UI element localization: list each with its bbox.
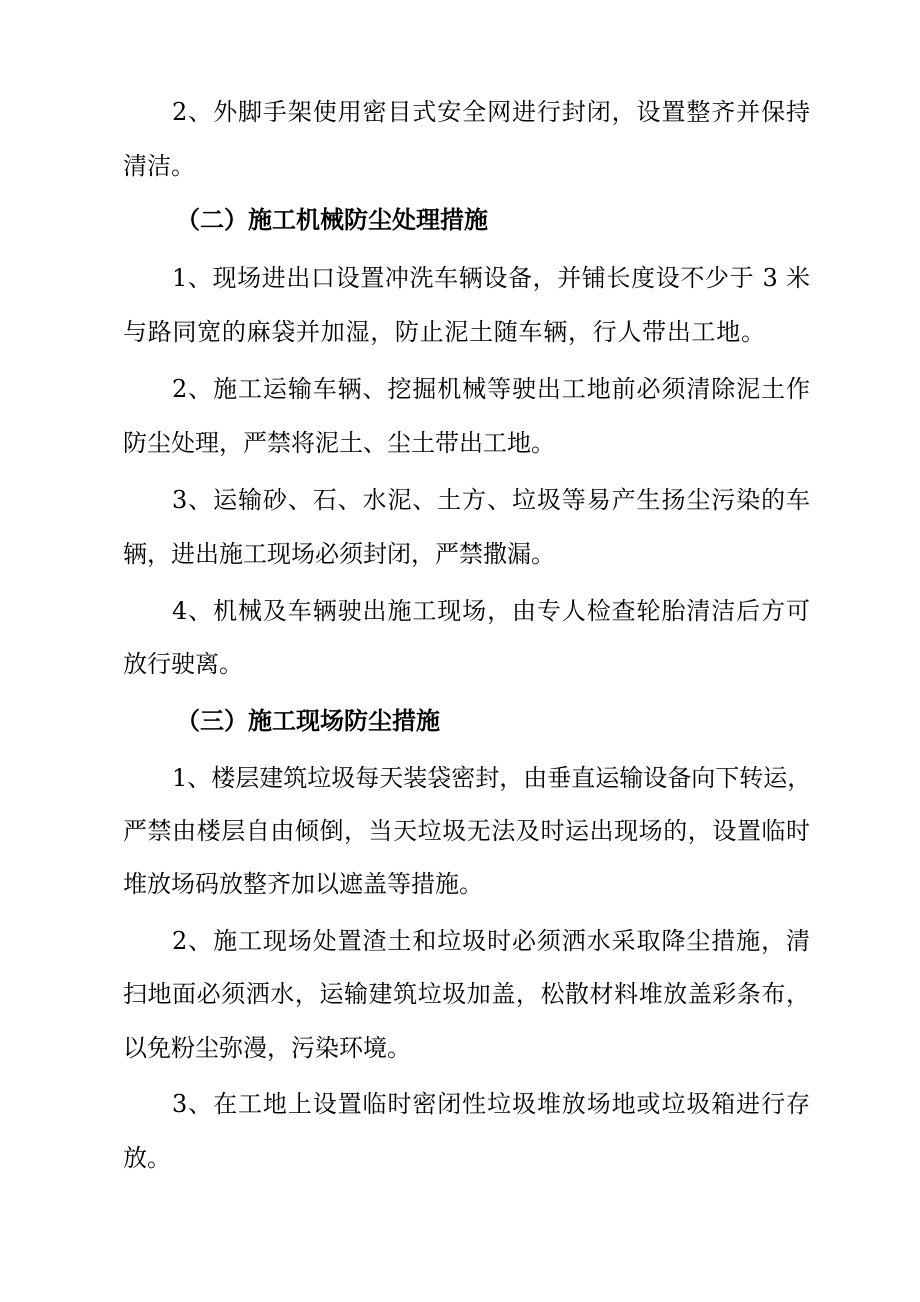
paragraph-line: 辆，进出施工现场必须封闭，严禁撒漏。 xyxy=(123,540,555,568)
paragraph-line: 4、机械及车辆驶出施工现场，由专人检查轮胎清洁后方可 xyxy=(172,597,810,625)
paragraph-line: 3、运输砂、石、水泥、土方、垃圾等易产生扬尘污染的车 xyxy=(172,486,810,514)
section-heading: （三）施工现场防尘措施 xyxy=(176,706,440,735)
paragraph-line: 2、施工现场处置渣土和垃圾时必须洒水采取降尘措施，清 xyxy=(172,927,810,955)
paragraph-line: 放行驶离。 xyxy=(123,650,243,678)
section-heading: （二）施工机械防尘处理措施 xyxy=(176,205,488,234)
paragraph-line: 2、外脚手架使用密目式安全网进行封闭，设置整齐并保持 xyxy=(172,98,810,126)
paragraph-line: 扫地面必须洒水，运输建筑垃圾加盖，松散材料堆放盖彩条布， xyxy=(123,980,810,1008)
paragraph-line: 防尘处理，严禁将泥土、尘土带出工地。 xyxy=(123,429,555,457)
paragraph-line: 严禁由楼层自由倾倒，当天垃圾无法及时运出现场的，设置临时 xyxy=(123,817,810,845)
paragraph-line: 清洁。 xyxy=(123,152,195,180)
paragraph-line: 以免粉尘弥漫，污染环境。 xyxy=(123,1034,411,1062)
paragraph-line: 与路同宽的麻袋并加湿，防止泥土随车辆，行人带出工地。 xyxy=(123,318,765,346)
paragraph-line: 放。 xyxy=(123,1144,171,1172)
paragraph-line: 3、在工地上设置临时密闭性垃圾堆放场地或垃圾箱进行存 xyxy=(172,1090,810,1118)
paragraph-line: 1、楼层建筑垃圾每天装袋密封，由垂直运输设备向下转运， xyxy=(172,764,812,792)
paragraph-line: 1、现场进出口设置冲洗车辆设备，并铺长度设不少于 3 米 xyxy=(172,264,810,292)
paragraph-line: 堆放场码放整齐加以遮盖等措施。 xyxy=(123,870,483,898)
paragraph-line: 2、施工运输车辆、挖掘机械等驶出工地前必须清除泥土作 xyxy=(172,375,810,403)
